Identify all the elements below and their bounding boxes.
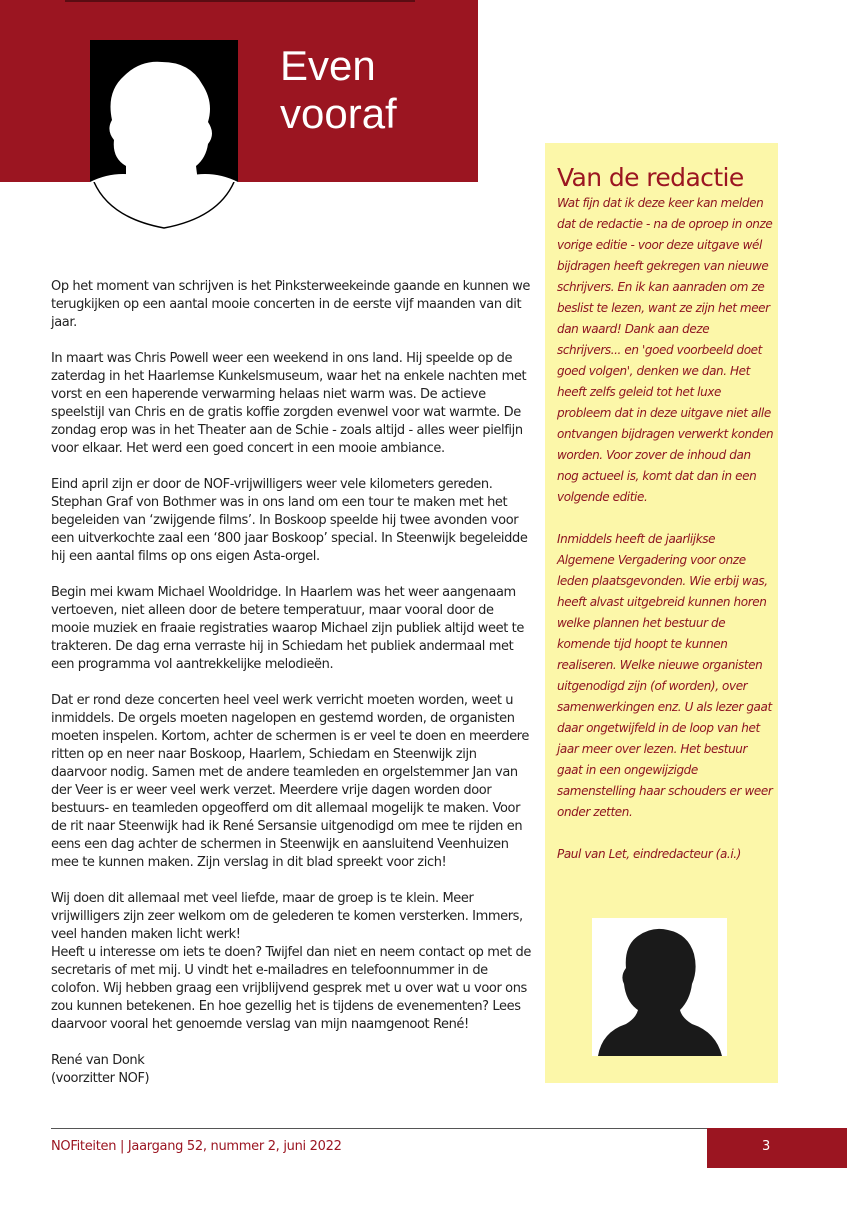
footer-rule [51,1128,707,1129]
title-line-1: Even [280,42,376,89]
footer-publication: NOFiteiten | Jaargang 52, nummer 2, juni 2022 [51,1139,342,1154]
article-paragraph: Begin mei kwam Michael Wooldridge. In Haarlem was het weer aangenaam vertoeven, niet alleen door de betere temperatuur, maar vooral door de mooie muziek en fraaie registraties waarop Michael zijn publiek altijd weet te trakteren. De dag erna verraste hij in Schiedam het publiek andermaal met een programma vol aantrekkelijke melodieën. [51,585,524,672]
article-paragraph: Op het moment van schrijven is het Pinksterweekeinde gaande en kunnen we terugkijken op een aantal mooie concerten in de eerste vijf maanden van dit jaar. [51,279,530,330]
article-paragraph: Wij doen dit allemaal met veel liefde, maar de groep is te klein. Meer vrijwilligers zijn zeer welkom om de gelederen te komen versterken. Immers, veel handen maken licht werk! [51,891,523,942]
article-paragraph: Dat er rond deze concerten heel veel werk verricht moeten worden, weet u inmiddels. De orgels moeten nagelopen en gestemd worden, de organisten moeten inspelen. Kortom, achter de schermen is er veel te doen en meerdere ritten op en neer naar Boskoop, Haarlem, Schiedam en Steenwijk zijn daarvoor nodig. Samen met de andere teamleden en orgelstemmer Jan van der Veer is er weer veel werk verzet. Meerdere vrije dagen worden door bestuurs- en teamleden opgeofferd om dit allemaal mogelijk te maken. Voor de rit naar Steenwijk had ik René Sersansie uitgenodigd om mee te rijden en eens een dag achter de schermen in Steenwijk en aansluitend Veenhuizen mee te kunnen maken. Zijn verslag in dit blad spreekt voor zich! [51,693,529,870]
sidebar-paragraph: Inmiddels heeft de jaarlijkse Algemene Vergadering voor onze leden plaatsgevonden. Wie erbij was, heeft alvast uitgebreid kunnen horen welke plannen het bestuur de komende tijd hoopt te kunnen realiseren. Welke nieuwe organisten uitgenodigd zijn (of worden), over samenwerkingen enz. U als lezer gaat daar ongetwijfeld in de loop van het jaar meer over lezen. Het bestuur gaat in een ongewijzigde samenstelling haar schouders er weer onder zetten. [557,532,773,819]
sidebar-paragraph: Wat fijn dat ik deze keer kan melden dat de redactie - na de oproep in onze vorige editie - voor deze uitgave wél bijdragen heeft gekregen van nieuwe schrijvers. En ik kan aanraden om ze beslist te lezen, want ze zijn het meer dan waard! Dank aan deze schrijvers... en 'goed voorbeeld doet goed volgen', denken we dan. Het heeft zelfs geleid tot het luxe probleem dat in deze uitgave niet alle ontvangen bijdragen verwerkt konden worden. Voor zover de inhoud dan nog actueel is, komt dat dan in een volgende editie. [557,196,774,504]
sidebar-title: Van de redactie [557,163,744,192]
header-band [0,0,478,182]
signature-role: (voorzitter NOF) [51,1071,150,1086]
article-paragraph: Eind april zijn er door de NOF-vrijwilligers weer vele kilometers gereden. Stephan Graf von Bothmer was in ons land om een tour te maken met het begeleiden van ‘zwijgende films’. In Boskoop speelde hij twee avonden voor een uitverkochte zaal een ‘800 jaar Boskoop’ special. In Steenwijk begeleidde hij een aantal films op ons eigen Asta-orgel. [51,477,528,564]
sidebar-signature: Paul van Let, eindredacteur (a.i.) [557,847,741,861]
editor-silhouette-photo [592,918,727,1056]
footer-band [707,1128,847,1168]
header-top-rule [65,0,415,2]
sidebar-body [557,193,775,886]
article-paragraph: In maart was Chris Powell weer een weekend in ons land. Hij speelde op de zaterdag in het Haarlemse Kunkelsmuseum, waar het na enkele nachten met vorst en een haperende verwarming helaas niet warm was. De actieve speelstijl van Chris en de gratis koffie zorgden evenwel voor wat warmte. De zondag erop was in het Theater aan de Schie - zoals altijd - alles weer pielfijn voor elkaar. Het werd een goed concert in een mooie ambiance. [51,351,527,456]
page-number: 3 [762,1139,771,1154]
article-paragraph: Heeft u interesse om iets te doen? Twijfel dan niet en neem contact op met de secretaris of met mij. U vindt het e-mailadres en telefoonnummer in de colofon. Wij hebben graag een vrijblijvend gesprek met u over wat u voor ons zou kunnen betekenen. En hoe gezellig het is tijdens de evenementen? Lees daarvoor vooral het genoemde verslag van mijn naamgenoot René! [51,945,531,1032]
title-line-2: vooraf [280,90,397,137]
signature-name: René van Donk [51,1053,145,1068]
article-body [51,278,531,1088]
page-title [280,42,397,138]
author-silhouette-portrait [90,40,238,230]
